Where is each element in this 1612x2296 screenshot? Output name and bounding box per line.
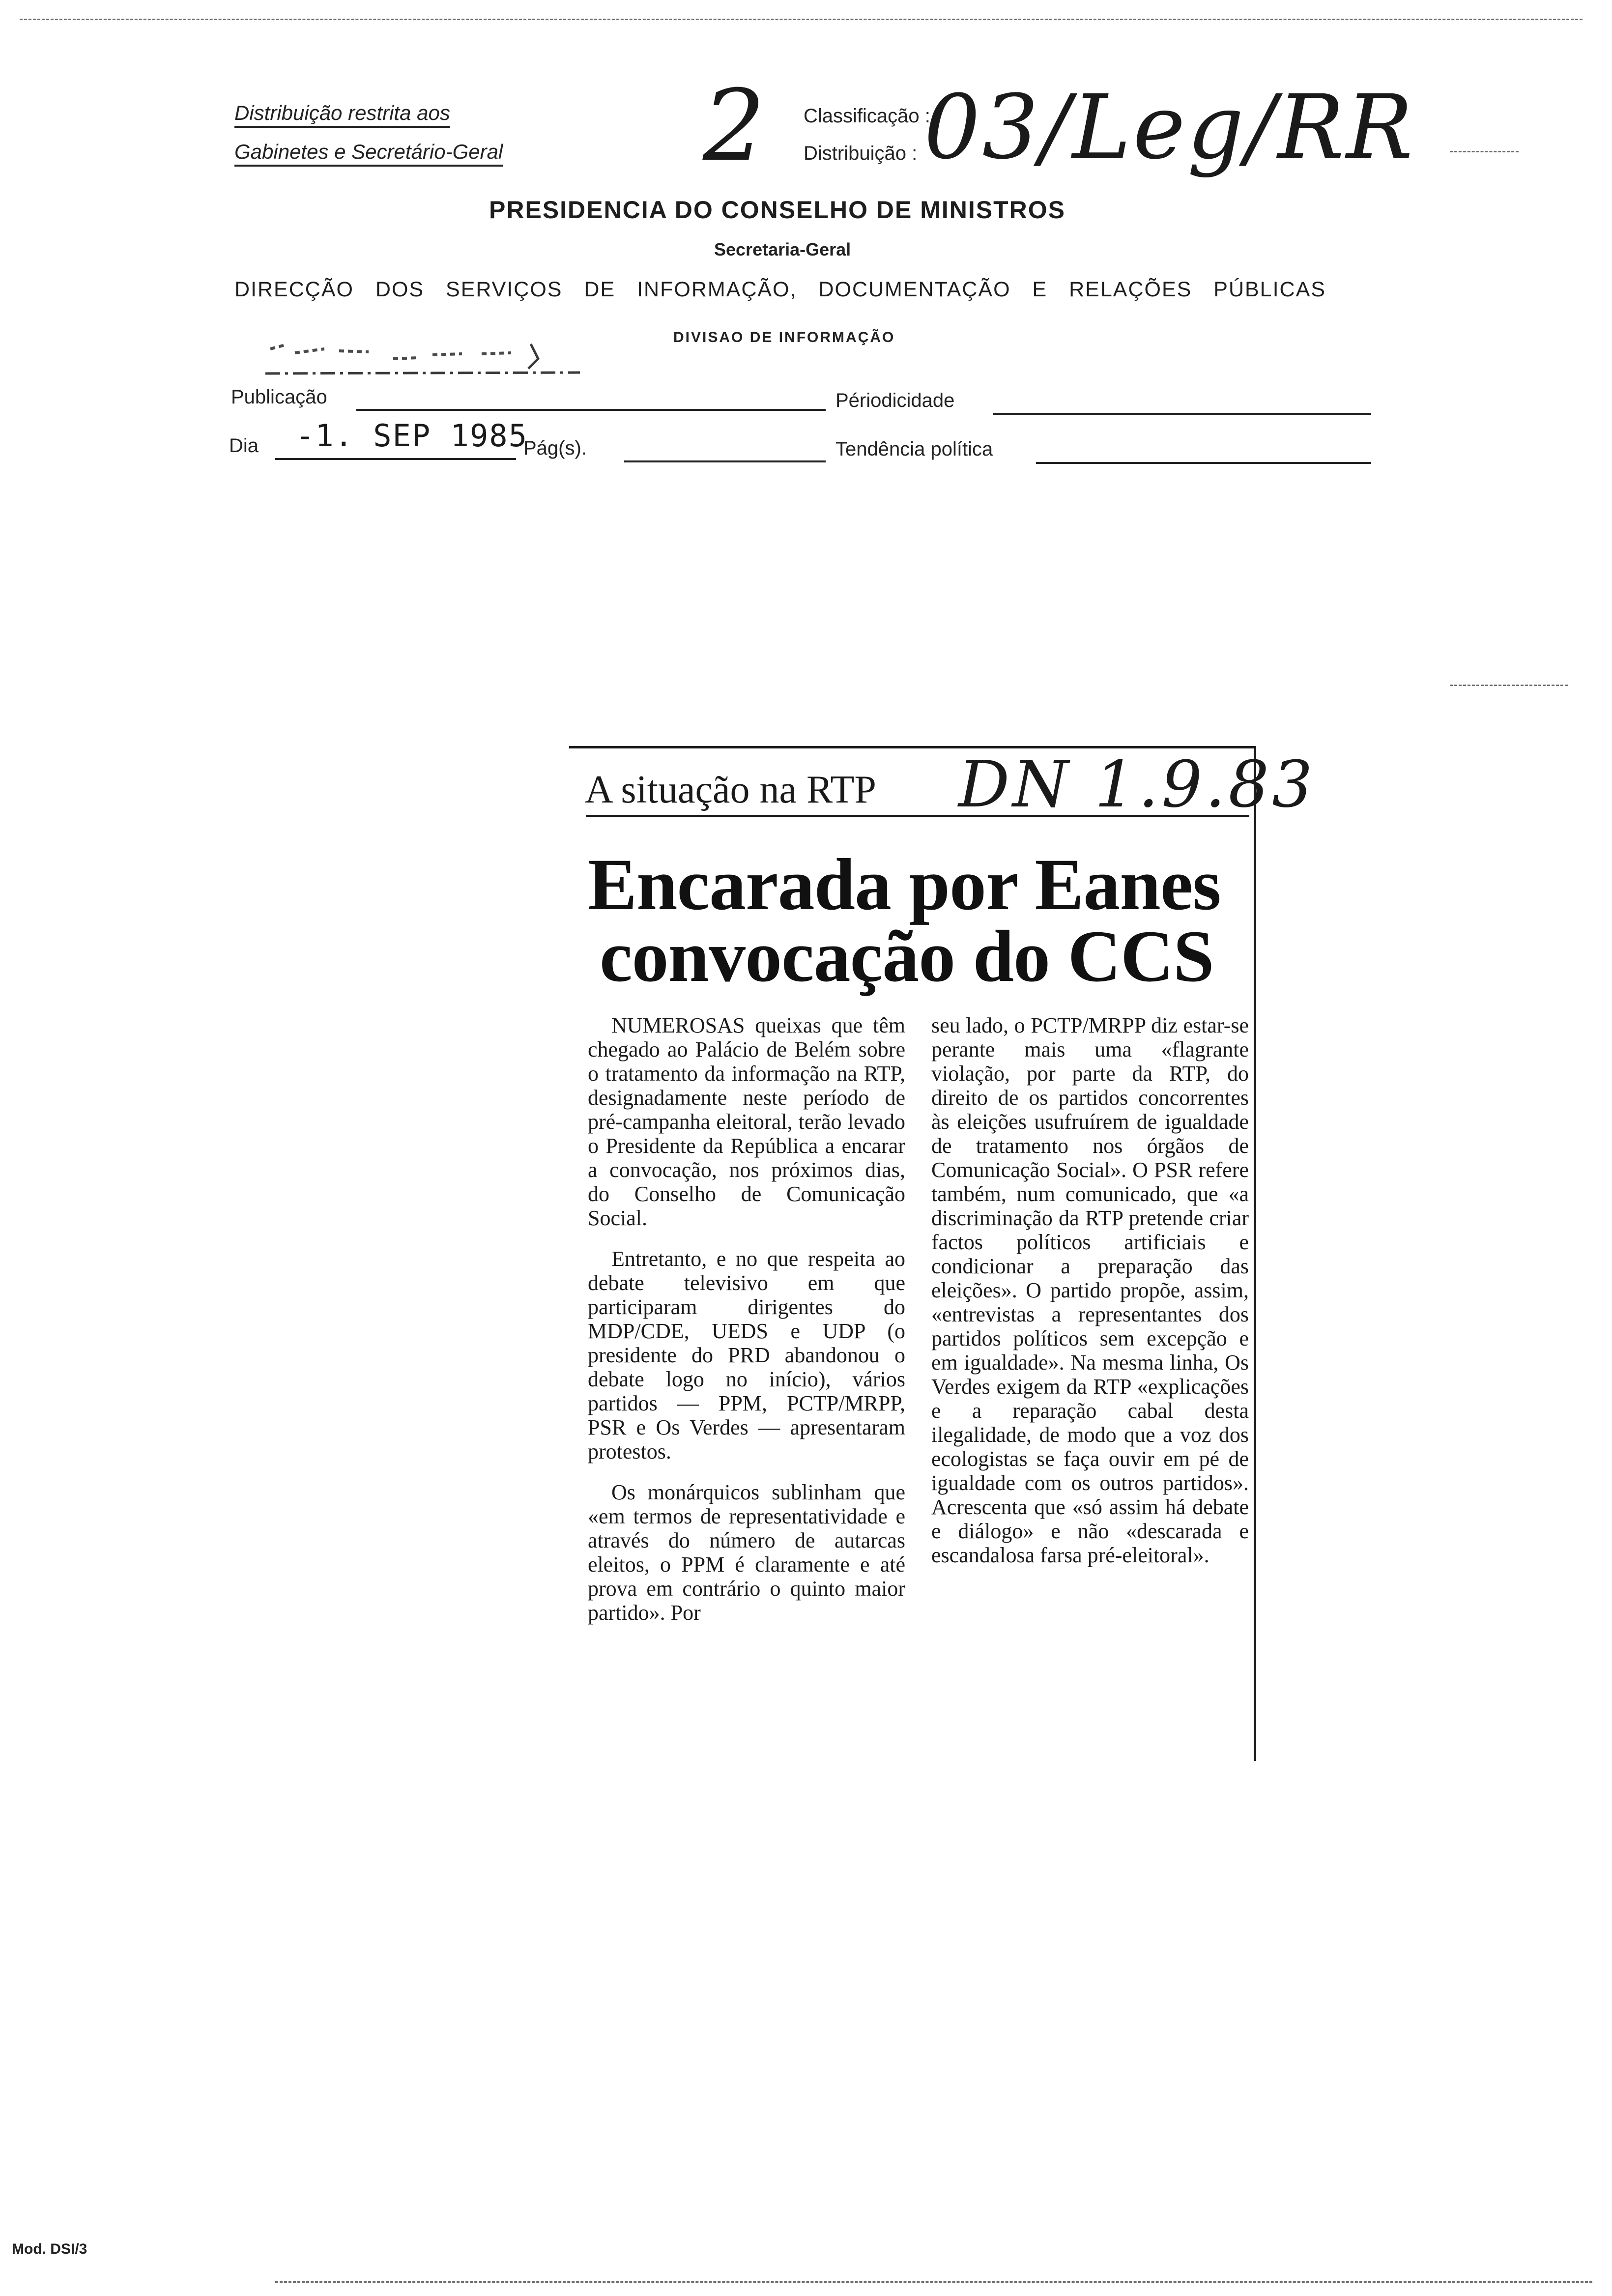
divisao-informacao: DIVISAO DE INFORMAÇÃO bbox=[673, 329, 895, 345]
distribution-line-1: Distribuição restrita aos bbox=[234, 101, 450, 128]
pags-field-line bbox=[624, 460, 826, 462]
publicacao-field-line bbox=[356, 409, 826, 411]
headline-line-1: Encarada por Eanes bbox=[588, 844, 1221, 925]
clipping-right-rule bbox=[1254, 746, 1256, 1761]
illegible-stamp bbox=[256, 329, 590, 383]
article-column-1 bbox=[588, 1013, 905, 1625]
periodicidade-field-line bbox=[993, 413, 1371, 415]
pags-label: Pág(s). bbox=[523, 437, 587, 459]
tendencia-field-line bbox=[1036, 462, 1371, 464]
scan-artifact-bottom bbox=[275, 2281, 1592, 2283]
col2-paragraph-1: seu lado, o PCTP/MRPP diz estar-se perante mais uma «flagrante violação, por parte da RTP, do direito de os partidos concorrentes às eleições usufruírem de igualdade de tratamento nos órgãos de Comunicação Social». O PSR refere também, num comunicado, que «a discriminação da RTP pretende criar factos políticos artificiais e condicionar a preparação das eleições». O partido propõe, assim, «entrevistas a representantes dos partidos políticos sem excepção e em igualdade». Na mesma linha, Os Verdes exigem da RTP «explicações e a reparação cabal desta ilegalidade, de modo que a voz dos ecologistas se faça ouvir em pé de igualdade com os outros partidos». Acrescenta que «só assim há debate e diálogo» e não «descarada e escandalosa farsa pré-eleitoral». bbox=[931, 1013, 1249, 1567]
scan-artifact-top bbox=[20, 19, 1583, 20]
direccao-servicos: DIRECÇÃO DOS SERVIÇOS DE INFORMAÇÃO, DOCUMENTAÇÃO E RELAÇÕES PÚBLICAS bbox=[234, 278, 1326, 301]
org-title: PRESIDENCIA DO CONSELHO DE MINISTROS bbox=[489, 196, 1066, 224]
publicacao-label: Publicação bbox=[231, 386, 327, 408]
handwritten-reference: DN 1.9.83 bbox=[958, 747, 1316, 822]
article-column-2 bbox=[931, 1013, 1249, 1567]
article-kicker: A situação na RTP bbox=[585, 768, 876, 811]
handwritten-classification: 03/Leg/RR bbox=[924, 76, 1415, 179]
headline-line-2: convocação do CCS bbox=[600, 916, 1214, 997]
scan-artifact-right-1 bbox=[1450, 151, 1519, 152]
col1-paragraph-1: NUMEROSAS queixas que têm chegado ao Palácio de Belém sobre o tratamento da informação na RTP, designadamente neste período de pré-campanha eleitoral, terão levado o Presidente da República a encarar a convocação, nos próximos dias, do Conselho de Comunicação Social. bbox=[588, 1013, 905, 1230]
distribuicao-label: Distribuição : bbox=[804, 143, 918, 164]
handwritten-number: 2 bbox=[703, 69, 766, 183]
tendencia-label: Tendência política bbox=[835, 438, 993, 460]
periodicidade-label: Périodicidade bbox=[835, 390, 955, 411]
form-code: Mod. DSI/3 bbox=[12, 2241, 87, 2257]
dia-field-line bbox=[275, 458, 516, 460]
classificacao-label: Classificação : bbox=[804, 105, 930, 127]
distribution-line-2: Gabinetes e Secretário-Geral bbox=[234, 140, 503, 167]
col1-paragraph-3: Os monárquicos sublinham que «em termos de representatividade e através do número de autarcas eleitos, o PPM é claramente e até prova em contrário o quinto maior partido». Por bbox=[588, 1480, 905, 1625]
secretaria-geral: Secretaria-Geral bbox=[714, 239, 851, 259]
dia-label: Dia bbox=[229, 435, 259, 457]
col1-paragraph-2: Entretanto, e no que respeita ao debate televisivo em que participaram dirigentes do MDP/CDE, UEDS e UDP (o presidente do PRD abandonou o debate logo no início), vários partidos — PPM, PCTP/MRPP, PSR e Os Verdes — apresentaram protestos. bbox=[588, 1247, 905, 1464]
date-stamp: -1. SEP 1985 bbox=[296, 418, 528, 454]
scan-artifact-right-2 bbox=[1450, 685, 1568, 686]
